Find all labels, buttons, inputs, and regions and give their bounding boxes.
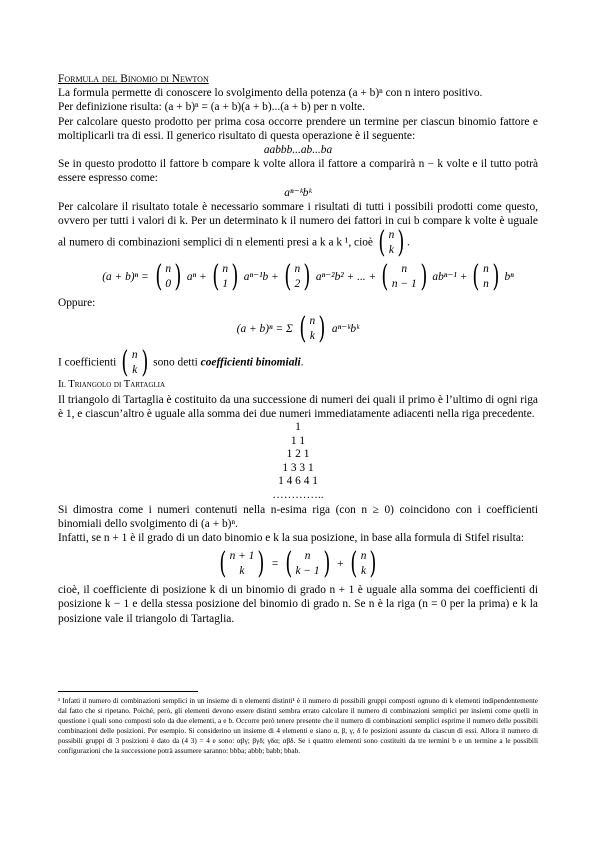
paragraph-product: Per calcolare questo prodotto per prima cosa occorre prendere un termine per ciascun binomio fattore e moltiplicarli tra di essi. Il generico risultato di questa operazione è il seguente:	[58, 115, 538, 142]
triangle-row: 1 1	[290, 434, 306, 447]
expansion-term-text: bⁿ	[504, 271, 514, 284]
binomial-coeff: ( n k )	[121, 345, 148, 381]
binomial-sum: ( n k )	[299, 311, 326, 347]
paragraph-conclusion: cioè, il coefficiente di posizione k di un binomio di grado n + 1 è uguale alla somma dei coefficienti di posizione k − 1 e della stessa posizione del binomio di grado n. Se n è la riga (n = 0 per la prima) e k la posizione vale il triangolo di Tartaglia.	[58, 584, 538, 625]
sum-rhs: aⁿ⁻ᵏbᵏ	[331, 323, 360, 336]
expansion-binomial: ( n 0 )	[155, 259, 182, 295]
page-title: Formula del Binomio di Newton	[58, 73, 209, 85]
equation-stifel: ( n + 1 k ) = ( n k − 1 ) + ( n k )	[219, 546, 377, 582]
paragraph-combinations-text: Per calcolare il risultato totale è necessario sommare i risultati di tutti i possibili prodotti come questo, ovvero per tutti i valori di k. Per un determinato k il numero dei fattori in cui b compare k volte è uguale al numero di combinazioni semplici di n elementi presi a k a k ¹, cioè	[58, 200, 538, 249]
triangle-row: 1 4 6 4 1	[278, 475, 318, 488]
triangle-row: …………..	[272, 489, 324, 502]
expansion-term-text: aⁿ⁻¹b +	[243, 271, 279, 284]
triangle-row: 1 2 1	[286, 448, 310, 461]
paragraph-combinations: Per calcolare il risultato totale è necessario sommare i risultati di tutti i possibili prodotti come questo, ovvero per tutti i valori di k. Per un determinato k il numero dei fattori in cui b compare k volte è uguale al numero di combinazioni semplici di n elementi presi a k a k ¹, cioè ( n k ) .	[58, 200, 538, 261]
expansion-term-text: abⁿ⁻¹ +	[432, 271, 468, 284]
triangle-row: 1 3 3 1	[282, 461, 314, 474]
equation-product: aabbb...ab...ba	[263, 144, 333, 157]
tartaglia-triangle	[58, 421, 538, 503]
footnote-divider	[58, 691, 198, 692]
expansion-binomial: ( n 1 )	[212, 259, 239, 295]
footnote: ¹ Infatti il numero di combinazioni semplici in un insieme di n elementi distinti¹ è il numero di possibili gruppi composti ognuno di k elementi indipendentemente dal fatto che si ripetano. Poiché, però, gli elementi devono essere distinti sembra errato calcolare il numero di combinazioni semplici per insiemi come quelli in questione i quali sono composti solo da due elementi, a e b. Occorre però tenere presente che il numero di combinazioni semplici esprime il numero delle possibili combinazioni delle posizioni. Per esempio. Si considerino un insieme di 4 elementi e siano α, β, γ, δ le posizioni assunte da ciascun di essi. Allora il numero di possibili gruppi di 3 posizioni è dato da (4 3) = 4 e sono: αβγ; βγδ; γδα; αβδ. Se i quattro elementi sono costituiti da tre termini b e un termine a le possibili configurazioni che la successione potrà assumere saranno: bbba; abbb; babb; bbab.	[58, 696, 538, 755]
expansion-term-text: aⁿ⁻²b² + ... +	[315, 271, 377, 284]
paragraph-nth-row: Si dimostra come i numeri contenuti nella n-esima riga (con n ≥ 0) coincidono con i coefficienti binomiali dello svolgimento di (a + b)ⁿ.	[58, 503, 538, 530]
paragraph-coefficients: I coefficienti ( n k ) sono detti coefficienti binomiali.	[58, 345, 304, 381]
paragraph-intro: La formula permette di conoscere lo svolgimento della potenza (a + b)ⁿ con n intero positivo.	[58, 87, 483, 100]
term-binomial-coefficients: coefficienti binomiali	[200, 357, 301, 370]
expansion-terms	[153, 259, 514, 295]
document-body	[58, 72, 538, 626]
section-subtitle: Il Triangolo di Tartaglia	[58, 379, 166, 391]
equation-term: aⁿ⁻ᵏbᵏ	[284, 186, 312, 199]
expansion-lhs: (a + b)ⁿ =	[102, 271, 149, 284]
triangle-row: 1	[295, 421, 301, 434]
sum-lhs: (a + b)ⁿ = Σ	[236, 323, 293, 336]
paragraph-definition: Per definizione risulta: (a + b)ⁿ = (a + b)(a + b)...(a + b) per n volte.	[58, 101, 366, 114]
expansion-binomial: ( n n − 1 )	[381, 259, 428, 295]
expansion-term-text: aⁿ +	[186, 271, 207, 284]
equation-expansion	[78, 259, 538, 295]
expansion-binomial: ( n n )	[472, 259, 500, 295]
paragraph-stifel: Infatti, se n + 1 è il grado di un dato binomio e k la sua posizione, in base alla formula di Stifel risulta:	[58, 532, 525, 545]
binomial-n-k: ( n k )	[378, 225, 405, 261]
label-oppure: Oppure:	[58, 297, 96, 310]
paragraph-factor: Se in questo prodotto il fattore b compare k volte allora il fattore a comparirà n − k volte e il tutto potrà essere espresso come:	[58, 158, 538, 185]
expansion-binomial: ( n 2 )	[284, 259, 311, 295]
equation-sum	[58, 311, 538, 347]
paragraph-tartaglia: Il triangolo di Tartaglia è costituito da una successione di numeri dei quali il primo è l’ultimo di ogni riga è 1, e ciascun’altro è uguale alla somma dei due numeri immediatamente adiacenti nella riga precedente.	[58, 393, 538, 420]
